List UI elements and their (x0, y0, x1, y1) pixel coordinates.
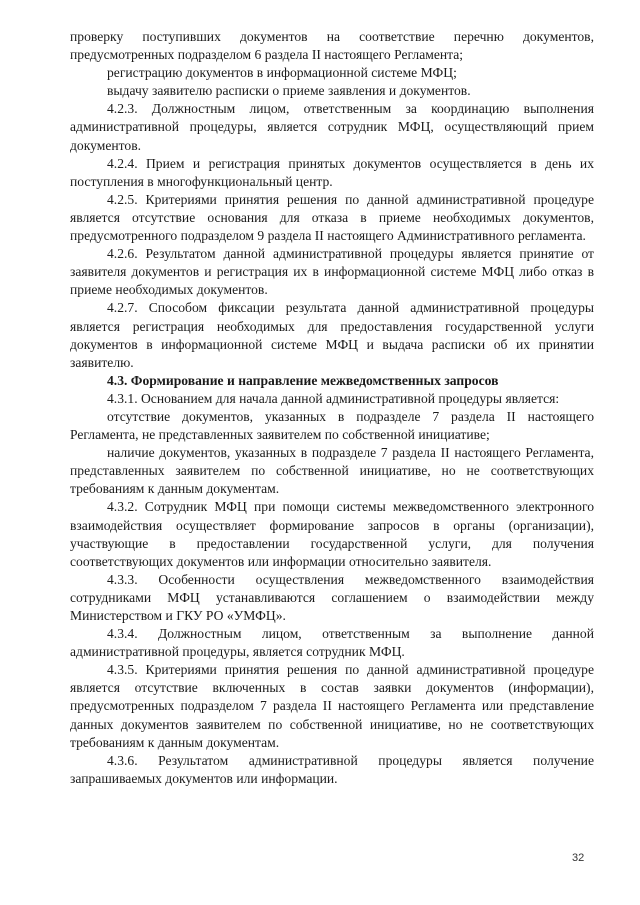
paragraph: 4.2.3. Должностным лицом, ответственным за координацию выполнения административной процедуры, является сотрудник МФЦ, осуществляющий прием документов. (70, 101, 594, 153)
paragraph: 4.3.6. Результатом административной процедуры является получение запрашиваемых документов или информации. (70, 752, 594, 786)
paragraph: 4.2.6. Результатом данной административной процедуры является принятие от заявителя документов и регистрация их в информационной системе МФЦ либо отказ в приеме необходимых документов. (70, 246, 594, 298)
paragraph: 4.3.5. Критериями принятия решения по данной административной процедуре является отсутствие включенных в состав заявки документов (информации), предусмотренных подразделом 7 раздела II настоящего Регламента или представление данных документов заявителем по собственной инициативе, но не соответствующих требованиям к данным документам. (70, 662, 594, 750)
paragraph: проверку поступивших документов на соответствие перечню документов, предусмотренных подразделом 6 раздела II настоящего Регламента; (70, 29, 594, 63)
page-number: 32 (572, 852, 585, 864)
paragraph: 4.2.4. Прием и регистрация принятых документов осуществляется в день их поступления в многофункциональный центр. (70, 155, 594, 189)
paragraph: выдачу заявителю расписки о приеме заявления и документов. (107, 83, 471, 99)
paragraph: 4.3.2. Сотрудник МФЦ при помощи системы межведомственного электронного взаимодействия осуществляет формирование запросов в органы (организации), участвующие в предоставлении государственной услуги, для получения соответствующих документов или информации относительно заявителя. (70, 499, 594, 569)
paragraph: регистрацию документов в информационной системе МФЦ; (107, 65, 457, 81)
paragraph: 4.3.4. Должностным лицом, ответственным за выполнение данной административной процедуры, является сотрудник МФЦ. (70, 626, 594, 660)
paragraph: 4.2.7. Способом фиксации результата данной административной процедуры является регистрация необходимых для предоставления государственной услуги документов в информационной системе МФЦ и выдача расписки об их принятии заявителю. (70, 300, 594, 370)
section-heading: 4.3. Формирование и направление межведомственных запросов (107, 372, 499, 388)
paragraph: 4.2.5. Критериями принятия решения по данной административной процедуре является отсутствие основания для отказа в приеме необходимых документов, предусмотренного подразделом 9 раздела II настоящего Административного регламента. (70, 191, 594, 244)
paragraph: 4.3.1. Основанием для начала данной административной процедуры является: (107, 390, 560, 406)
paragraph: отсутствие документов, указанных в подразделе 7 раздела II настоящего Регламента, не представленных заявителем по собственной инициативе; (70, 408, 594, 443)
paragraph: 4.3.3. Особенности осуществления межведомственного взаимодействия сотрудниками МФЦ устанавливаются соглашением о взаимодействии между Министерством и ГКУ РО «УМФЦ». (70, 571, 594, 623)
paragraph: наличие документов, указанных в подразделе 7 раздела II настоящего Регламента, представленных заявителем по собственной инициативе, но не соответствующих требованиям к данным документам. (70, 445, 594, 497)
document-page (70, 28, 594, 788)
